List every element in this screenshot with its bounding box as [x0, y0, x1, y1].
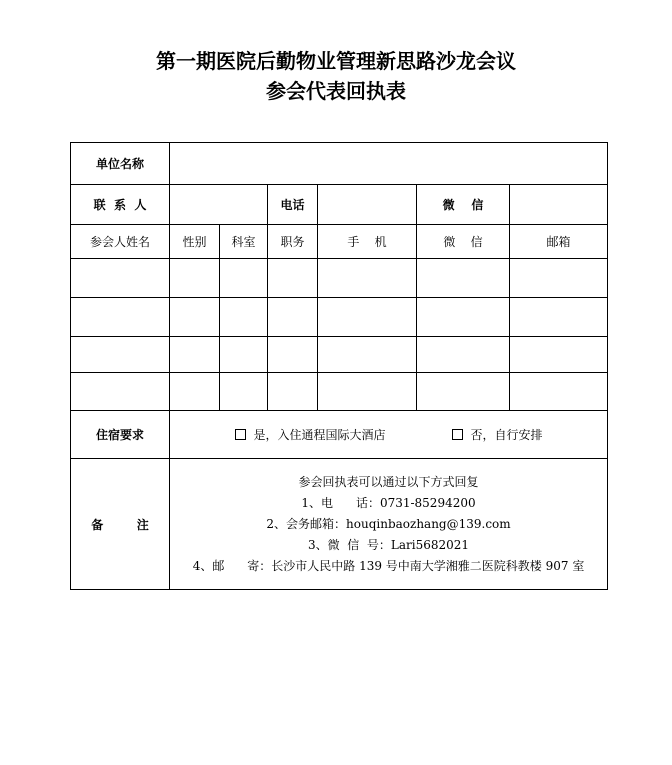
- attendee-row: [71, 373, 608, 411]
- document-subtitle: 参会代表回执表: [266, 79, 406, 103]
- contact-person-field[interactable]: [170, 185, 268, 225]
- remarks-row: [71, 459, 608, 590]
- attendee-email-cell[interactable]: [510, 298, 608, 337]
- attendee-mobile-cell[interactable]: [318, 298, 417, 337]
- attendee-wechat-cell[interactable]: [417, 373, 510, 411]
- attendee-wechat-cell[interactable]: [417, 337, 510, 373]
- lodging-row: [71, 411, 608, 459]
- col-header-name: 参会人姓名: [71, 225, 170, 259]
- attendee-name-cell[interactable]: [71, 337, 170, 373]
- attendee-wechat-cell[interactable]: [417, 298, 510, 337]
- attendee-name-cell[interactable]: [71, 259, 170, 298]
- lodging-option-self[interactable]: [452, 426, 543, 443]
- lodging-option-hotel[interactable]: [235, 426, 386, 443]
- remarks-content: [170, 459, 608, 590]
- attendee-email-cell[interactable]: [510, 259, 608, 298]
- attendee-mobile-cell[interactable]: [318, 373, 417, 411]
- attendee-mobile-cell[interactable]: [318, 337, 417, 373]
- remarks-line-intro: 参会回执表可以通过以下方式回复: [298, 474, 479, 489]
- wechat-label: 微 信: [417, 185, 510, 225]
- attendee-row: [71, 298, 608, 337]
- attendee-email-cell[interactable]: [510, 373, 608, 411]
- col-header-department: 科室: [220, 225, 268, 259]
- phone-field[interactable]: [318, 185, 417, 225]
- attendee-email-cell[interactable]: [510, 337, 608, 373]
- attendee-gender-cell[interactable]: [170, 259, 220, 298]
- attendee-position-cell[interactable]: [268, 373, 318, 411]
- col-header-gender: 性别: [170, 225, 220, 259]
- contact-person-label: 联 系 人: [71, 185, 170, 225]
- checkbox-icon[interactable]: [452, 429, 463, 440]
- lodging-option-hotel-label: 是，入住通程国际大酒店: [253, 428, 386, 442]
- remarks-line-wechat: 3、微 信 号：Lari5682021: [308, 537, 470, 552]
- reply-form-table: [70, 142, 608, 590]
- attendee-department-cell[interactable]: [220, 298, 268, 337]
- phone-label: 电话: [268, 185, 318, 225]
- contact-row: [71, 185, 608, 225]
- unit-name-field[interactable]: [170, 143, 608, 185]
- attendee-name-cell[interactable]: [71, 298, 170, 337]
- remarks-line-phone: 1、电 话：0731-85294200: [301, 495, 476, 510]
- remarks-label: 备 注: [71, 459, 170, 590]
- attendee-position-cell[interactable]: [268, 337, 318, 373]
- attendee-header-row: [71, 225, 608, 259]
- attendee-name-cell[interactable]: [71, 373, 170, 411]
- wechat-field[interactable]: [510, 185, 608, 225]
- remarks-line-email: 2、会务邮箱：houqinbaozhang@139.com: [266, 516, 511, 531]
- unit-name-label: 单位名称: [71, 143, 170, 185]
- col-header-wechat: 微 信: [417, 225, 510, 259]
- attendee-gender-cell[interactable]: [170, 337, 220, 373]
- attendee-position-cell[interactable]: [268, 259, 318, 298]
- col-header-mobile: 手 机: [318, 225, 417, 259]
- attendee-row: [71, 337, 608, 373]
- col-header-email: 邮箱: [510, 225, 608, 259]
- attendee-row: [71, 259, 608, 298]
- attendee-mobile-cell[interactable]: [318, 259, 417, 298]
- remarks-line-mail: 4、邮 寄：长沙市人民中路 139 号中南大学湘雅二医院科教楼 907 室: [192, 558, 585, 573]
- document-title: 第一期医院后勤物业管理新思路沙龙会议: [156, 49, 516, 73]
- attendee-wechat-cell[interactable]: [417, 259, 510, 298]
- attendee-gender-cell[interactable]: [170, 373, 220, 411]
- col-header-position: 职务: [268, 225, 318, 259]
- lodging-options: [170, 411, 608, 459]
- unit-row: [71, 143, 608, 185]
- attendee-gender-cell[interactable]: [170, 298, 220, 337]
- attendee-department-cell[interactable]: [220, 373, 268, 411]
- checkbox-icon[interactable]: [235, 429, 246, 440]
- attendee-department-cell[interactable]: [220, 259, 268, 298]
- lodging-option-self-label: 否，自行安排: [470, 428, 543, 442]
- attendee-department-cell[interactable]: [220, 337, 268, 373]
- attendee-position-cell[interactable]: [268, 298, 318, 337]
- lodging-label: 住宿要求: [71, 411, 170, 459]
